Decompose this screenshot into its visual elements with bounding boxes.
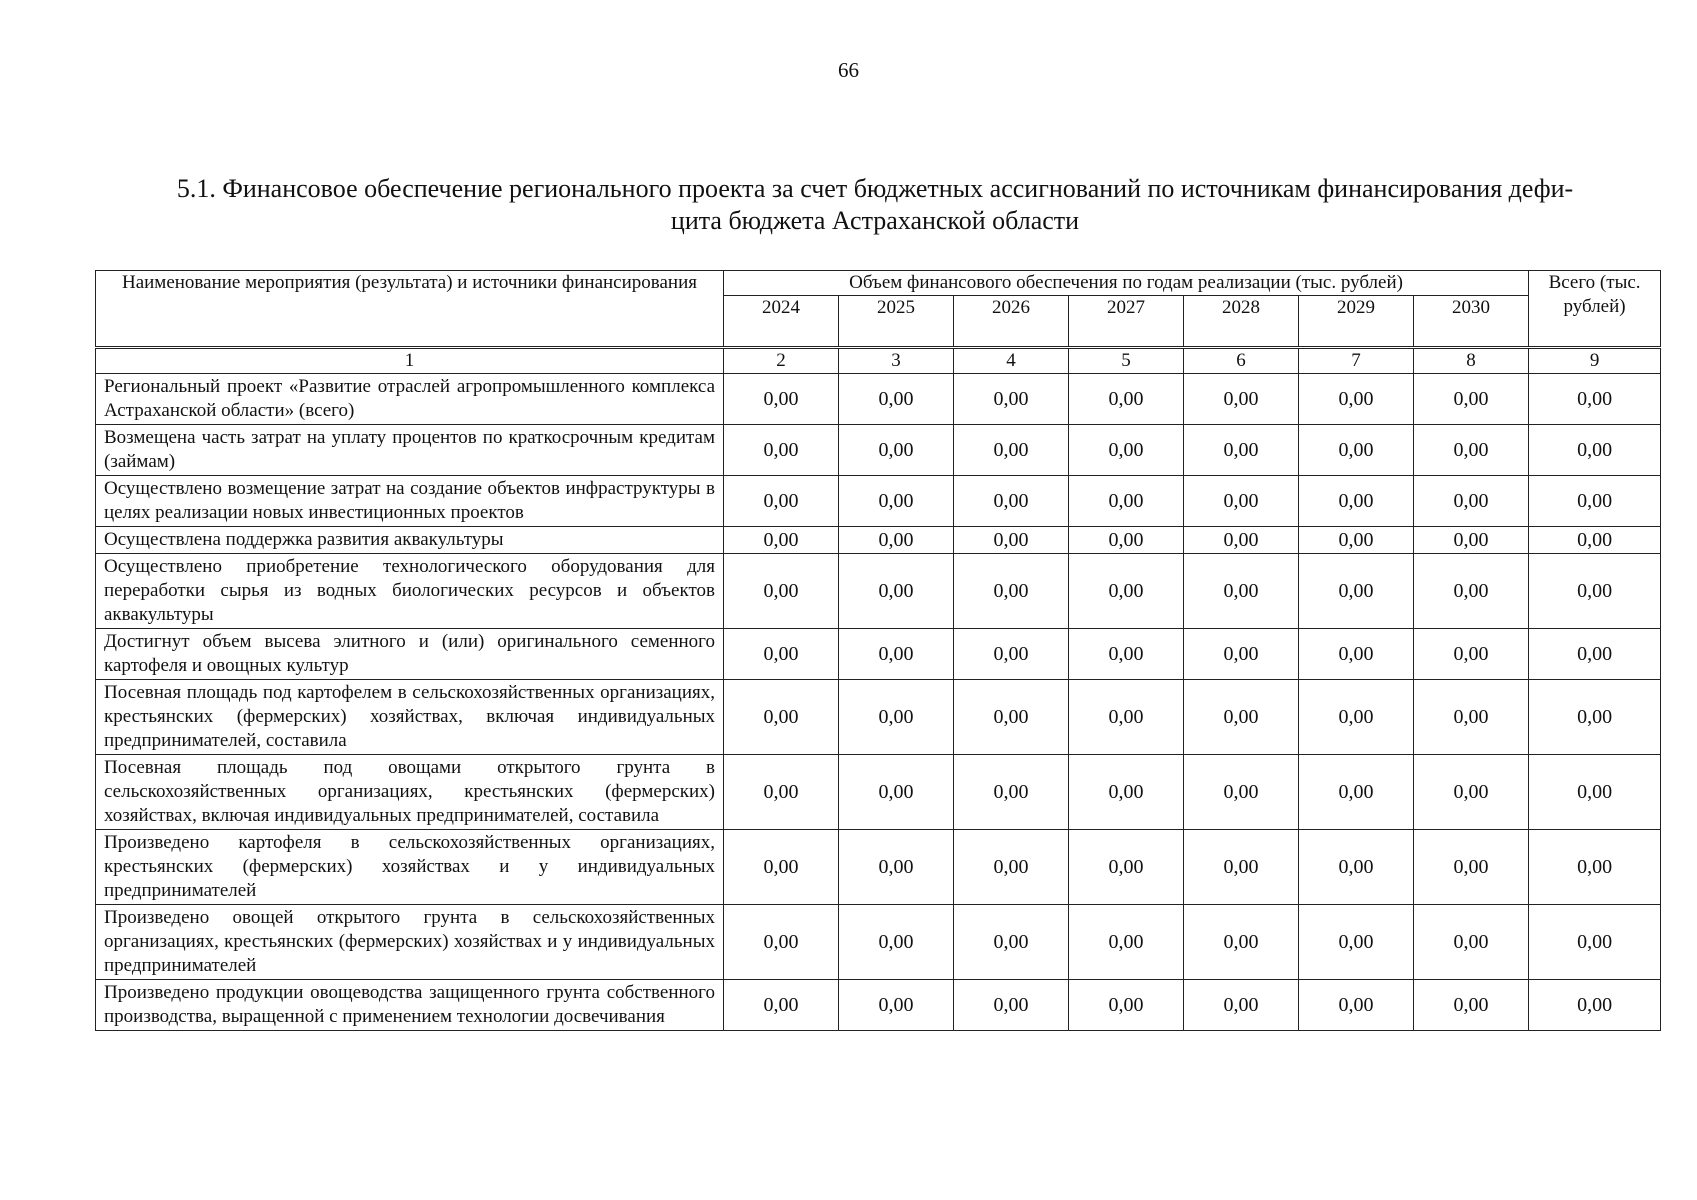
table-row <box>96 629 1661 680</box>
row-value: 0,00 <box>839 476 954 527</box>
document-title <box>110 173 1640 237</box>
row-value: 0,00 <box>1069 527 1184 554</box>
table-row <box>96 425 1661 476</box>
row-value: 0,00 <box>1529 554 1661 629</box>
row-value: 0,00 <box>1299 755 1414 830</box>
row-value: 0,00 <box>1299 629 1414 680</box>
row-value: 0,00 <box>1414 755 1529 830</box>
row-value: 0,00 <box>1299 425 1414 476</box>
row-value: 0,00 <box>954 905 1069 980</box>
row-value: 0,00 <box>1069 374 1184 425</box>
row-name: Достигнут объем высева элитного и (или) оригинального семенного картофеля и овощных культур <box>96 629 724 680</box>
table-row <box>96 476 1661 527</box>
document-title-line-2: цита бюджета Астраханской области <box>670 206 1080 235</box>
column-number: 5 <box>1069 348 1184 374</box>
document-title-line-1: 5.1. Финансовое обеспечение регионального проекта за счет бюджетных ассигнований по источникам финансирования дефи- <box>176 174 1574 203</box>
row-value: 0,00 <box>1184 527 1299 554</box>
row-value: 0,00 <box>1299 527 1414 554</box>
header-year-2028: 2028 <box>1184 296 1299 348</box>
row-value: 0,00 <box>1414 905 1529 980</box>
row-value: 0,00 <box>1069 830 1184 905</box>
row-value: 0,00 <box>724 905 839 980</box>
row-value: 0,00 <box>1414 680 1529 755</box>
row-value: 0,00 <box>724 680 839 755</box>
column-numbers-row <box>96 348 1661 374</box>
row-value: 0,00 <box>954 629 1069 680</box>
column-number: 7 <box>1299 348 1414 374</box>
row-value: 0,00 <box>1529 755 1661 830</box>
row-value: 0,00 <box>1529 527 1661 554</box>
row-name: Посевная площадь под картофелем в сельскохозяйственных организациях, крестьянских (фермерских) хозяйствах, включая индивидуальных предпринимателей, составила <box>96 680 724 755</box>
row-value: 0,00 <box>724 980 839 1031</box>
row-value: 0,00 <box>724 755 839 830</box>
table-row <box>96 755 1661 830</box>
row-value: 0,00 <box>839 980 954 1031</box>
row-value: 0,00 <box>839 629 954 680</box>
row-value: 0,00 <box>1414 425 1529 476</box>
row-value: 0,00 <box>1069 905 1184 980</box>
row-value: 0,00 <box>1184 680 1299 755</box>
row-value: 0,00 <box>1529 680 1661 755</box>
row-value: 0,00 <box>1414 980 1529 1031</box>
row-value: 0,00 <box>839 527 954 554</box>
row-name: Осуществлена поддержка развития аквакультуры <box>96 527 724 554</box>
row-value: 0,00 <box>954 425 1069 476</box>
column-number: 3 <box>839 348 954 374</box>
row-value: 0,00 <box>1529 830 1661 905</box>
row-value: 0,00 <box>724 830 839 905</box>
row-name: Посевная площадь под овощами открытого грунта в сельскохозяйственных организациях, крестьянских (фермерских) хозяйствах, включая индивидуальных предпринимателей, составила <box>96 755 724 830</box>
row-value: 0,00 <box>839 425 954 476</box>
row-value: 0,00 <box>954 980 1069 1031</box>
header-year-2025: 2025 <box>839 296 954 348</box>
header-year-2027: 2027 <box>1069 296 1184 348</box>
row-value: 0,00 <box>1299 830 1414 905</box>
header-year-2029: 2029 <box>1299 296 1414 348</box>
row-value: 0,00 <box>839 680 954 755</box>
row-value: 0,00 <box>954 755 1069 830</box>
row-name: Произведено картофеля в сельскохозяйственных организациях, крестьянских (фермерских) хозяйствах и у индивидуальных предпринимателей <box>96 830 724 905</box>
row-value: 0,00 <box>724 476 839 527</box>
row-value: 0,00 <box>1184 374 1299 425</box>
row-value: 0,00 <box>1069 554 1184 629</box>
row-value: 0,00 <box>839 905 954 980</box>
row-value: 0,00 <box>1414 374 1529 425</box>
row-value: 0,00 <box>1184 425 1299 476</box>
row-value: 0,00 <box>724 374 839 425</box>
row-value: 0,00 <box>1299 554 1414 629</box>
row-value: 0,00 <box>1299 905 1414 980</box>
row-value: 0,00 <box>1529 374 1661 425</box>
row-value: 0,00 <box>1069 755 1184 830</box>
row-value: 0,00 <box>839 374 954 425</box>
row-value: 0,00 <box>1299 374 1414 425</box>
page-number: 66 <box>838 58 859 82</box>
header-year-2024: 2024 <box>724 296 839 348</box>
row-value: 0,00 <box>1414 554 1529 629</box>
table-row <box>96 554 1661 629</box>
row-value: 0,00 <box>1414 527 1529 554</box>
row-value: 0,00 <box>1414 830 1529 905</box>
row-value: 0,00 <box>724 425 839 476</box>
row-value: 0,00 <box>1414 629 1529 680</box>
row-value: 0,00 <box>954 830 1069 905</box>
row-value: 0,00 <box>1069 476 1184 527</box>
row-value: 0,00 <box>839 830 954 905</box>
header-year-2030: 2030 <box>1414 296 1529 348</box>
column-number: 1 <box>96 348 724 374</box>
row-name: Осуществлено приобретение технологического оборудования для переработки сырья из водных биологических ресурсов и объектов аквакультуры <box>96 554 724 629</box>
row-value: 0,00 <box>1184 980 1299 1031</box>
header-row-1 <box>96 271 1661 296</box>
row-value: 0,00 <box>1529 629 1661 680</box>
row-value: 0,00 <box>1184 905 1299 980</box>
row-value: 0,00 <box>1299 980 1414 1031</box>
column-number: 8 <box>1414 348 1529 374</box>
row-name: Региональный проект «Развитие отраслей агропромышленного комплекса Астраханской области» (всего) <box>96 374 724 425</box>
row-value: 0,00 <box>839 554 954 629</box>
row-value: 0,00 <box>1529 905 1661 980</box>
column-number: 4 <box>954 348 1069 374</box>
row-value: 0,00 <box>1184 830 1299 905</box>
header-year-2026: 2026 <box>954 296 1069 348</box>
row-value: 0,00 <box>1069 680 1184 755</box>
row-value: 0,00 <box>954 554 1069 629</box>
row-name: Произведено овощей открытого грунта в сельскохозяйственных организациях, крестьянских (фермерских) хозяйствах и у индивидуальных предпринимателей <box>96 905 724 980</box>
row-value: 0,00 <box>1184 554 1299 629</box>
financing-table <box>95 270 1661 1031</box>
table-row <box>96 527 1661 554</box>
row-value: 0,00 <box>724 554 839 629</box>
row-value: 0,00 <box>954 374 1069 425</box>
column-number: 2 <box>724 348 839 374</box>
row-value: 0,00 <box>1184 629 1299 680</box>
row-value: 0,00 <box>1529 425 1661 476</box>
row-name: Произведено продукции овощеводства защищенного грунта собственного производства, выращенной с применением технологии досвечивания <box>96 980 724 1031</box>
row-value: 0,00 <box>1069 425 1184 476</box>
row-value: 0,00 <box>724 629 839 680</box>
row-value: 0,00 <box>1414 476 1529 527</box>
table-row <box>96 980 1661 1031</box>
row-value: 0,00 <box>1184 476 1299 527</box>
row-value: 0,00 <box>1299 680 1414 755</box>
row-value: 0,00 <box>954 476 1069 527</box>
header-total-column: Всего (тыс. рублей) <box>1529 271 1661 348</box>
row-value: 0,00 <box>954 680 1069 755</box>
row-value: 0,00 <box>954 527 1069 554</box>
row-value: 0,00 <box>724 527 839 554</box>
table-row <box>96 680 1661 755</box>
header-name-column: Наименование мероприятия (результата) и источники финансирования <box>96 271 724 348</box>
row-value: 0,00 <box>839 755 954 830</box>
row-value: 0,00 <box>1069 629 1184 680</box>
column-number: 6 <box>1184 348 1299 374</box>
row-value: 0,00 <box>1529 980 1661 1031</box>
row-value: 0,00 <box>1184 755 1299 830</box>
row-value: 0,00 <box>1299 476 1414 527</box>
table-row <box>96 830 1661 905</box>
table-body <box>96 348 1661 1031</box>
header-volume-group: Объем финансового обеспечения по годам реализации (тыс. рублей) <box>724 271 1529 296</box>
row-name: Возмещена часть затрат на уплату процентов по краткосрочным кредитам (займам) <box>96 425 724 476</box>
row-value: 0,00 <box>1529 476 1661 527</box>
table-row <box>96 905 1661 980</box>
row-name: Осуществлено возмещение затрат на создание объектов инфраструктуры в целях реализации новых инвестиционных проектов <box>96 476 724 527</box>
row-value: 0,00 <box>1069 980 1184 1031</box>
column-number: 9 <box>1529 348 1661 374</box>
table-row <box>96 374 1661 425</box>
